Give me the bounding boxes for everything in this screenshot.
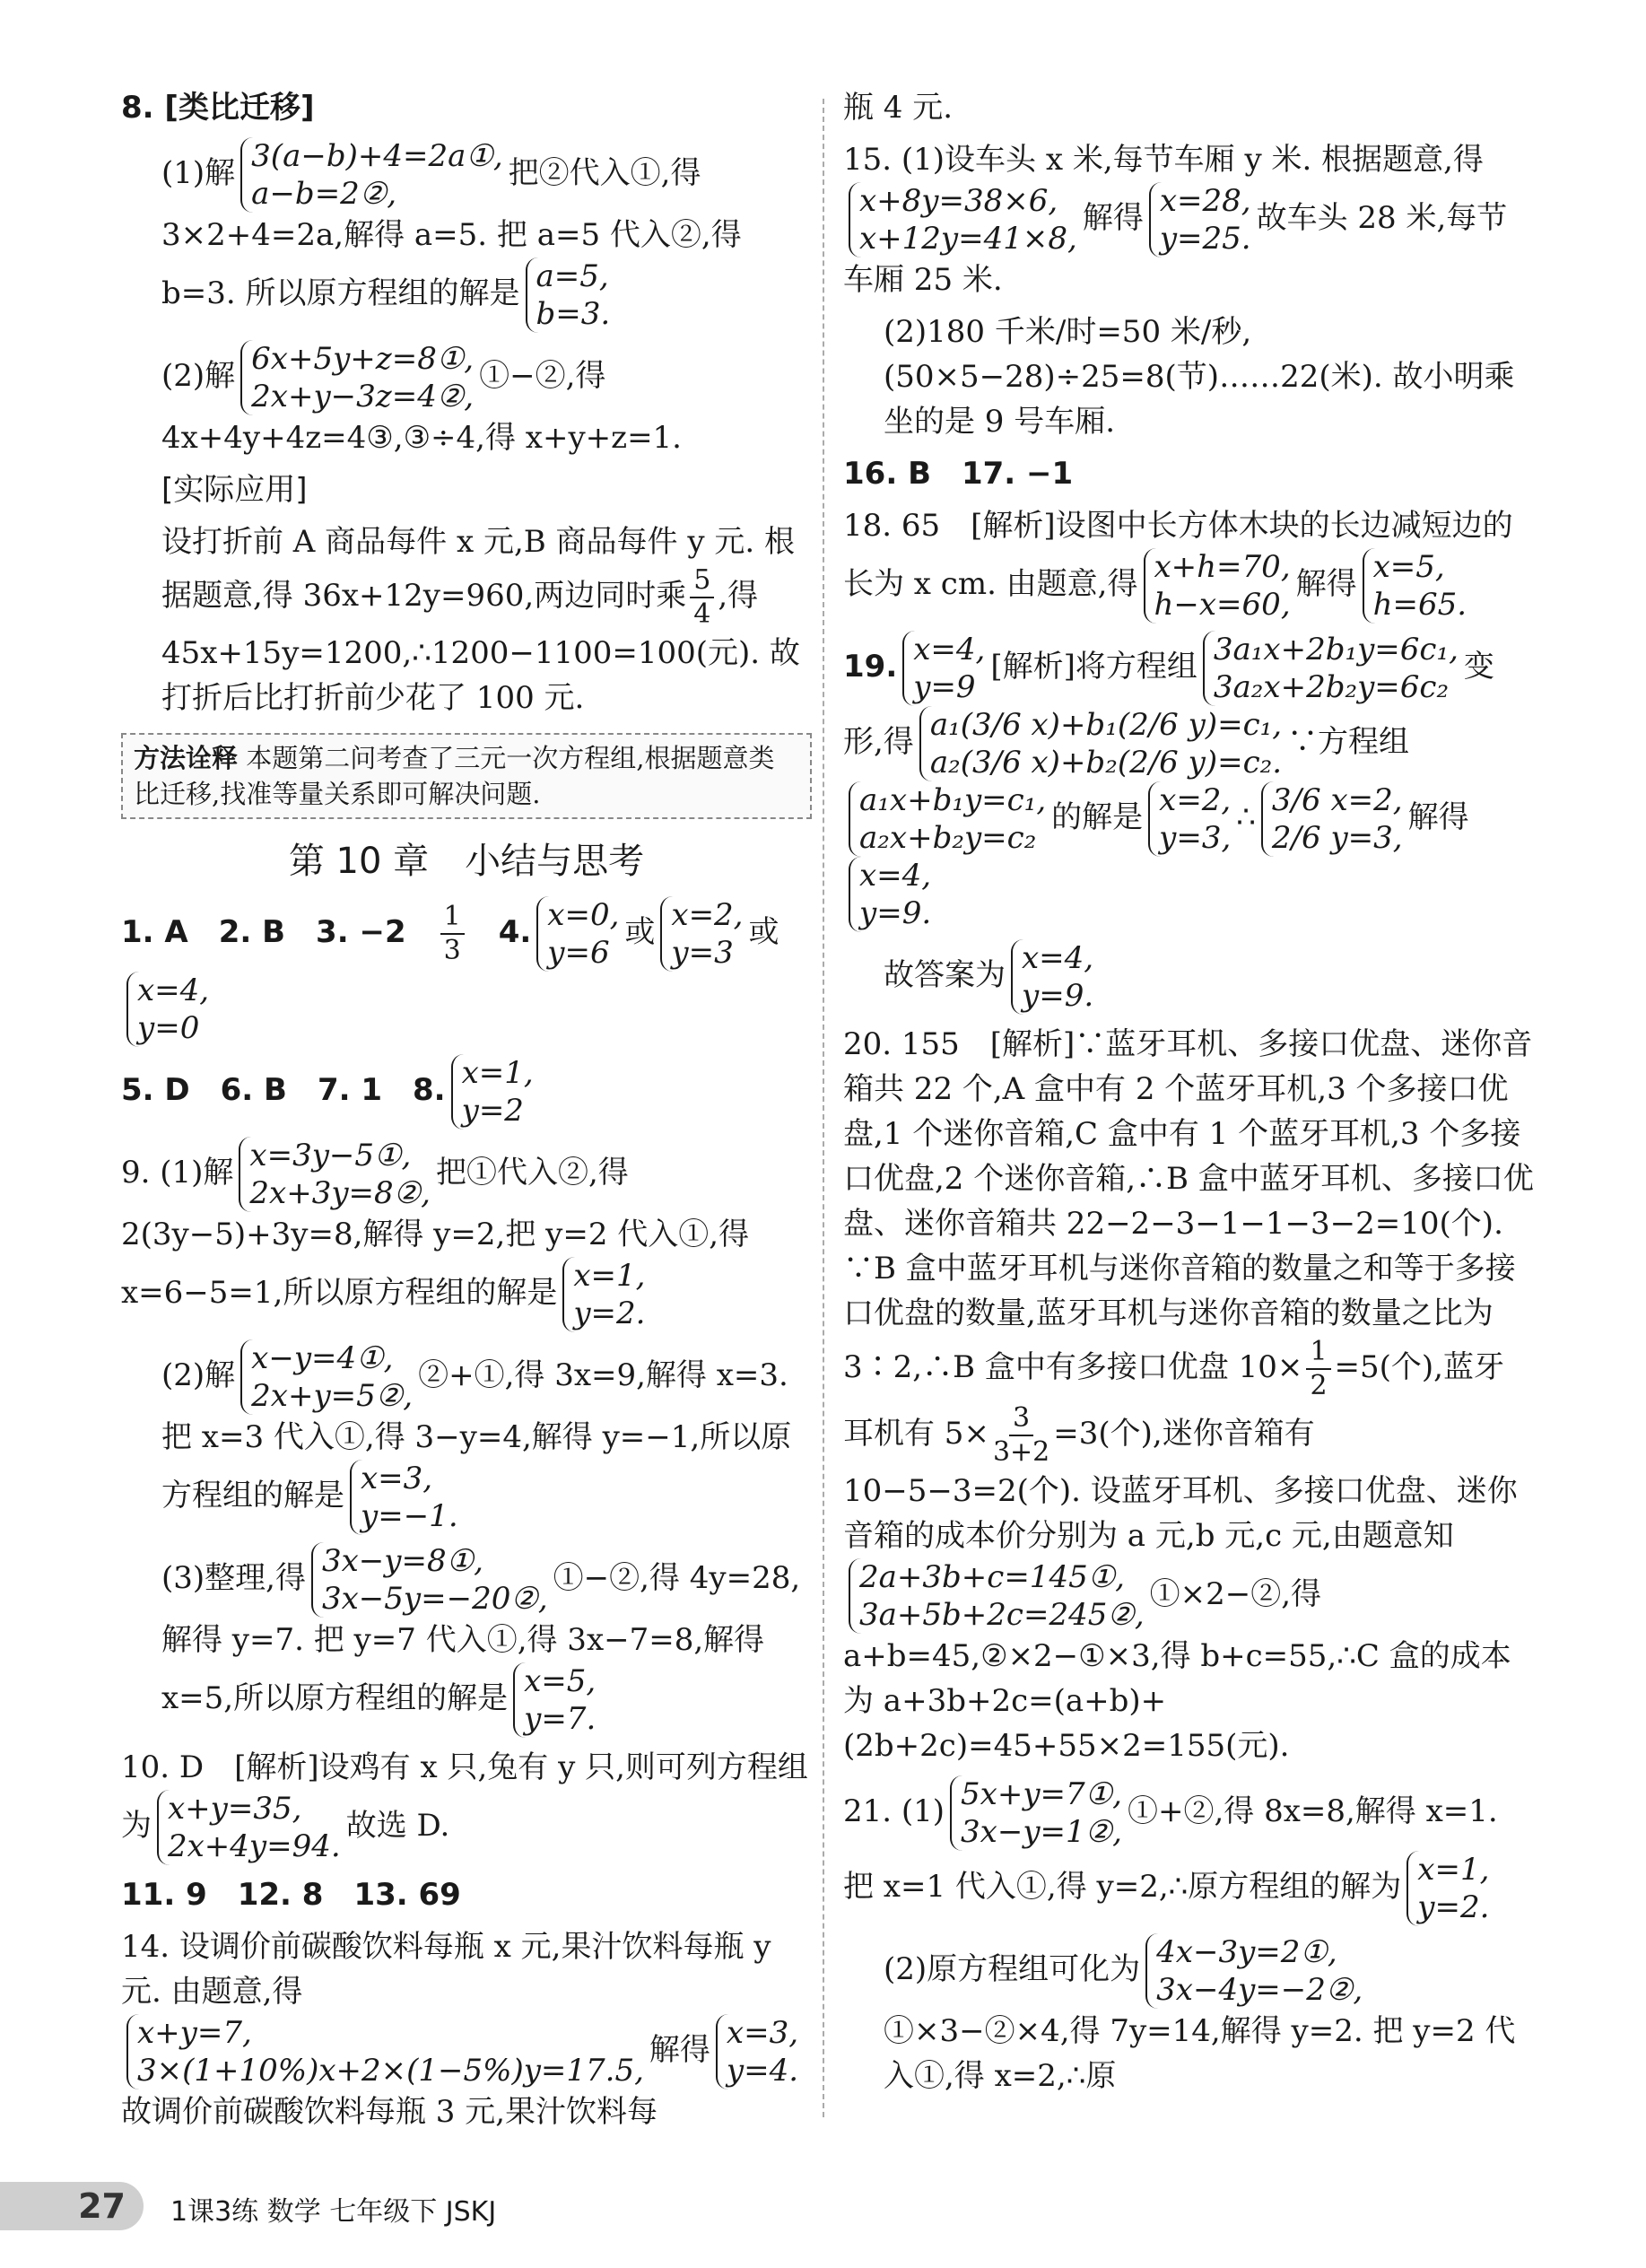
q14-continued: 瓶 4 元. <box>843 90 954 126</box>
book-title: 1课3练 数学 七年级下 JSKJ <box>170 2196 497 2228</box>
solution-system: x=5, h=65. <box>1363 548 1467 624</box>
equation-system: x+y=7, 3×(1+10%)x+2×(1−5%)y=17.5, <box>126 2014 644 2089</box>
q20: 20. 155 [解析]∵蓝牙耳机、多接口优盘、迷你音箱共 22 个,A 盒中有 2 个蓝牙耳机,3 个多接口优盘,1 个迷你音箱,C 盒中有 1 个蓝牙耳机,3 个多接口优盘,2 个迷你音箱,∴B 盒中蓝牙耳机、多接口优盘、迷你音箱共 22−2−3−1−1−3−2=10(个). ∵B 盒中蓝牙耳机与迷你音箱的数量之和等于多接口优盘的数量,蓝牙耳机与迷你音箱的数量之比为 3∶2,∴B 盒中有多接口优盘 10× $\frac{1}{2}$ =5(个),蓝牙耳机有 5× $\frac{3}{3+2}$ =3(个),迷你音箱有 10−5−3=2(个). 设蓝牙耳机、多接口优盘、迷你音箱的成本价分别为 a 元,b 元,c 元,由题意知 2a+3b+c=145①, 3a+5b+2c=245②, ①×2−②,得 a+b=45,②×2−①×3,得 b+c=55,∴C 盒的成本为 a+3b+2c=(a+b)+(2b+2c)=45+55×2=155(元). <box>843 1026 1534 1764</box>
solution-system: x=1, y=2. <box>562 1257 645 1332</box>
page-number: 27 <box>0 2182 144 2230</box>
applied-body: 设打折前 A 商品每件 x 元,B 商品每件 y 元. 根据题意,得 36x+12y=960,两边同时乘 $\frac{5}{4}$ ,得 45x+15y=1200,∴1200−1100=100(元). 故打折后比打折前少花了 100 元. <box>161 524 800 716</box>
solution-system: x=3, y=4. <box>716 2014 798 2089</box>
equation-system: 3a₁x+2b₁y=6c₁, 3a₂x+2b₂y=6c₂ <box>1203 631 1459 706</box>
answers-line4: 16. B 17. −1 <box>843 456 1074 492</box>
column-divider <box>823 99 824 2117</box>
answers-line1: 1. A 2. B 3. −2 $\frac{1}{3}$ 4. x=0, y=6 或 x=2, y=3 或 x=4, y=0 <box>121 897 779 1046</box>
equation-system: x−y=4①, 2x+y=5②, <box>240 1339 413 1415</box>
solution-system: x=0, y=6 <box>536 896 619 972</box>
equation-system: 5x+y=7①, 3x−y=1②, <box>950 1775 1122 1851</box>
q18: 18. 65 [解析]设图中长方体木块的长边减短边的长为 x cm. 由题意,得 x+h=70, h−x=60, 解得 x=5, h=65. <box>843 508 1513 623</box>
q8-title: 8. [类比迁移] <box>121 90 315 126</box>
equation-system: 2a+3b+c=145①, 3a+5b+2c=245②, <box>849 1558 1145 1634</box>
applied-title: [实际应用] <box>161 472 308 508</box>
q14: 14. 设调价前碳酸饮料每瓶 x 元,果汁饮料每瓶 y 元. 由题意,得 x+y=7, 3×(1+10%)x+2×(1−5%)y=17.5, 解得 x=3, y=4. 故调价前碳酸饮料每瓶 3 元,果汁饮料每 <box>121 1929 799 2130</box>
solution-system: x=4, y=9. <box>849 857 931 932</box>
q15-part2: (2)180 千米/时=50 米/秒,(50×5−28)÷25=8(节)……22(米). 故小明乘坐的是 9 号车厢. <box>884 314 1515 440</box>
solution-system: x=2, y=3 <box>660 896 743 972</box>
q9-part1: 9. (1)解 x=3y−5①, 2x+3y=8②, 把①代入②,得 2(3y−5)+3y=8,解得 y=2,把 y=2 代入①,得 x=6−5=1,所以原方程组的解是 x=1, y=2. <box>121 1138 750 1331</box>
fraction: $\frac{1}{2}$ <box>1306 1336 1330 1402</box>
method-note <box>121 733 812 819</box>
q10: 10. D [解析]设鸡有 x 只,兔有 y 只,则可列方程组为 x+y=35, 2x+4y=94. 故选 D. <box>121 1749 808 1864</box>
q8-part2: (2)解 6x+5y+z=8①, 2x+y−3z=4②, ①−②,得 4x+4y+4z=4③,③÷4,得 x+y+z=1. <box>161 341 682 456</box>
equation-system: 3x−y=8①, 3x−5y=−20②, <box>311 1542 548 1618</box>
equation-system: a₁x+b₁y=c₁, a₂x+b₂y=c₂ <box>849 781 1046 857</box>
equation-system: x+8y=38×6, x+12y=41×8, <box>849 182 1077 257</box>
q21-part1: 21. (1) 5x+y=7①, 3x−y=1②, ①+②,得 8x=8,解得 x=1. 把 x=1 代入①,得 y=2,∴原方程组的解为 x=1, y=2. <box>843 1776 1498 1925</box>
q9-part2: (2)解 x−y=4①, 2x+y=5②, ②+①,得 3x=9,解得 x=3. 把 x=3 代入①,得 3−y=4,解得 y=−1,所以原方程组的解是 x=3, y=−1. <box>161 1340 792 1534</box>
solution-system: a=5, b=3. <box>526 257 611 333</box>
q21-part2: (2)原方程组可化为 4x−3y=2①, 3x−4y=−2②, ①×3−②×4,得 7y=14,解得 y=2. 把 y=2 代入①,得 x=2,∴原 <box>884 1934 1516 2094</box>
q8-part1: (1)解 3(a−b)+4=2a①, a−b=2②, 把②代入①,得 3×2+4=2a,解得 a=5. 把 a=5 代入②,得 b=3. 所以原方程组的解是 a=5, b=3. <box>161 138 742 332</box>
answers-line2: 5. D 6. B 7. 1 8. x=1, y=2 <box>121 1055 534 1129</box>
q15-part1: 15. (1)设车头 x 米,每节车厢 y 米. 根据题意,得 x+8y=38×6, x+12y=41×8, 解得 x=28, y=25. 故车头 28 米,每节车厢 25 米. <box>843 142 1508 298</box>
solution-system: x=3, y=−1. <box>350 1460 458 1535</box>
equation-system: 4x−3y=2①, 3x−4y=−2②, <box>1145 1933 1363 2009</box>
equation-system: x+h=70, h−x=60, <box>1144 548 1291 624</box>
note-label: 方法诠释 <box>134 743 239 773</box>
page-footer <box>0 2182 628 2230</box>
equation-system: x+y=35, 2x+4y=94. <box>157 1790 341 1865</box>
equation-system: 6x+5y+z=8①, 2x+y−3z=4②, <box>240 340 474 415</box>
solution-system: x=1, y=2. <box>1407 1851 1489 1926</box>
solution-system: x=2, y=3, <box>1148 781 1231 857</box>
q19: 19. x=4, y=9 [解析]将方程组 3a₁x+2b₁y=6c₁, 3a₂x+2b₂y=6c₂ 变形,得 a₁(3/6 x)+b₁(2/6 y)=c₁, a₂(3/6 x)+b₂(2/6 y)=c₂. ∵方程组 a₁x+b₁y=c₁, a₂x+b₂y=c₂ 的解是 x=2, y=3, ∴ 3/6 x=2, 2/6 y=3, 解得 x=4, y=9. <box>843 632 1494 931</box>
left-column <box>121 85 812 2142</box>
answers-line3: 11. 9 12. 8 13. 69 <box>121 1877 461 1913</box>
fraction: $\frac{5}{4}$ <box>690 564 714 631</box>
right-column <box>843 85 1534 2106</box>
solution-system: x=1, y=2 <box>451 1054 534 1130</box>
chapter-title: 第 10 章 小结与思考 <box>288 841 645 882</box>
solution-system: x=4, y=9. <box>1011 939 1093 1015</box>
equation-system: 3(a−b)+4=2a①, a−b=2②, <box>240 137 502 213</box>
equation-system: x=3y−5①, 2x+3y=8②, <box>239 1137 431 1212</box>
equation-system: 3/6 x=2, 2/6 y=3, <box>1261 781 1403 857</box>
q19-answer: 故答案为 x=4, y=9. <box>884 940 1094 1014</box>
solution-system: x=4, y=9 <box>902 631 985 706</box>
solution-system: x=28, y=25. <box>1149 182 1251 257</box>
fraction: $\frac{3}{3+2}$ <box>992 1402 1050 1468</box>
note-text: 本题第二问考查了三元一次方程组,根据题意类比迁移,找准等量关系即可解决问题. <box>134 743 775 809</box>
equation-system: a₁(3/6 x)+b₁(2/6 y)=c₁, a₂(3/6 x)+b₂(2/6 y)=c₂. <box>919 706 1282 781</box>
solution-system: x=4, y=0 <box>126 972 209 1047</box>
fraction: $\frac{1}{3}$ <box>440 901 465 967</box>
q9-part3: (3)整理,得 3x−y=8①, 3x−5y=−20②, ①−②,得 4y=28,解得 y=7. 把 y=7 代入①,得 3x−7=8,解得 x=5,所以原方程组的解是 x=5, y=7. <box>161 1543 801 1737</box>
solution-system: x=5, y=7. <box>513 1662 596 1738</box>
